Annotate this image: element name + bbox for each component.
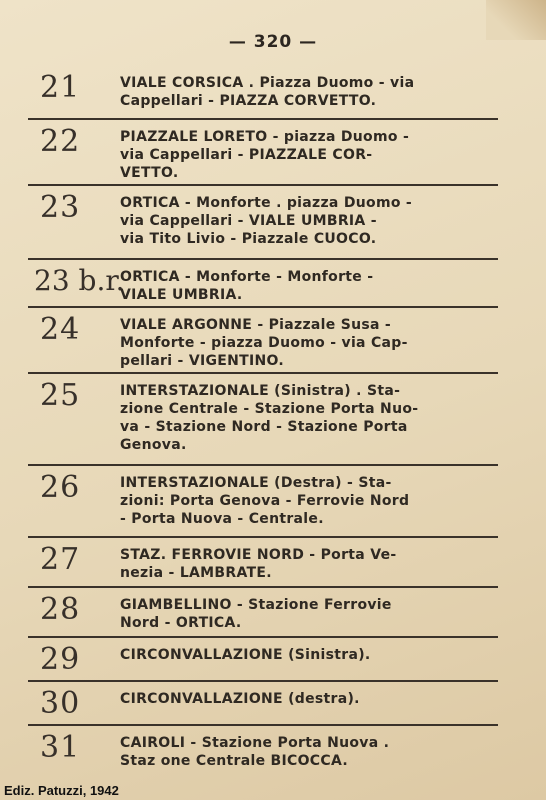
route-entry-22	[28, 118, 498, 184]
route-description: CIRCONVALLAZIONE (Sinistra).	[120, 647, 371, 663]
route-description: INTERSTAZIONALE (Destra) - Sta- zioni: Porta Genova - Ferrovie Nord - Porta Nuova - Centrale.	[120, 475, 410, 527]
separator-line	[28, 680, 498, 682]
separator-line	[28, 258, 498, 260]
route-description: INTERSTAZIONALE (Sinistra) . Sta- zione Centrale - Stazione Porta Nuo- va - Stazione Nord - Stazione Porta Genova.	[120, 383, 419, 453]
separator-line	[28, 306, 498, 308]
route-description: STAZ. FERROVIE NORD - Porta Ve- nezia - LAMBRATE.	[120, 547, 397, 581]
route-description: VIALE ARGONNE - Piazzale Susa - Monforte - piazza Duomo - via Cap- pellari - VIGENTINO.	[120, 317, 408, 369]
route-entry-24	[28, 306, 498, 372]
route-number: 28	[40, 592, 81, 627]
route-description: GIAMBELLINO - Stazione Ferrovie Nord - ORTICA.	[120, 597, 392, 631]
route-entry-25	[28, 372, 498, 464]
route-entry-26	[28, 464, 498, 536]
route-number: 29	[40, 642, 81, 677]
route-number: 21	[40, 70, 81, 105]
route-entry-27	[28, 536, 498, 586]
route-number: 23	[40, 190, 81, 225]
source-caption: Ediz. Patuzzi, 1942	[4, 783, 119, 798]
separator-line	[28, 118, 498, 120]
route-number: 27	[40, 542, 81, 577]
route-number: 30	[40, 686, 81, 721]
route-number: 26	[40, 470, 81, 505]
route-description: ORTICA - Monforte - Monforte - VIALE UMBRIA.	[120, 269, 374, 303]
route-description: CAIROLI - Stazione Porta Nuova . Staz one Centrale BICOCCA.	[120, 735, 390, 769]
route-number: 24	[40, 312, 81, 347]
route-entry-30	[28, 680, 498, 724]
separator-line	[28, 464, 498, 466]
route-entry-29	[28, 636, 498, 680]
route-entry-31	[28, 724, 498, 780]
route-entry-23	[28, 184, 498, 258]
route-description: VIALE CORSICA . Piazza Duomo - via Cappellari - PIAZZA CORVETTO.	[120, 75, 415, 109]
separator-line	[28, 636, 498, 638]
separator-line	[28, 536, 498, 538]
route-entry-23br	[28, 258, 498, 306]
route-number: 31	[40, 730, 81, 765]
separator-line	[28, 372, 498, 374]
route-number: 22	[40, 124, 81, 159]
route-description: CIRCONVALLAZIONE (destra).	[120, 691, 360, 707]
route-number: 23 b.r.	[34, 264, 125, 297]
route-description: PIAZZALE LORETO - piazza Duomo - via Cappellari - PIAZZALE COR- VETTO.	[120, 129, 410, 181]
separator-line	[28, 586, 498, 588]
route-entry-28	[28, 586, 498, 636]
separator-line	[28, 724, 498, 726]
page-number: — 320 —	[228, 32, 318, 52]
route-description: ORTICA - Monforte . piazza Duomo - via Cappellari - VIALE UMBRIA - via Tito Livio - Piazzale CUOCO.	[120, 195, 413, 247]
route-entry-21	[28, 64, 498, 118]
route-number: 25	[40, 378, 81, 413]
separator-line	[28, 184, 498, 186]
